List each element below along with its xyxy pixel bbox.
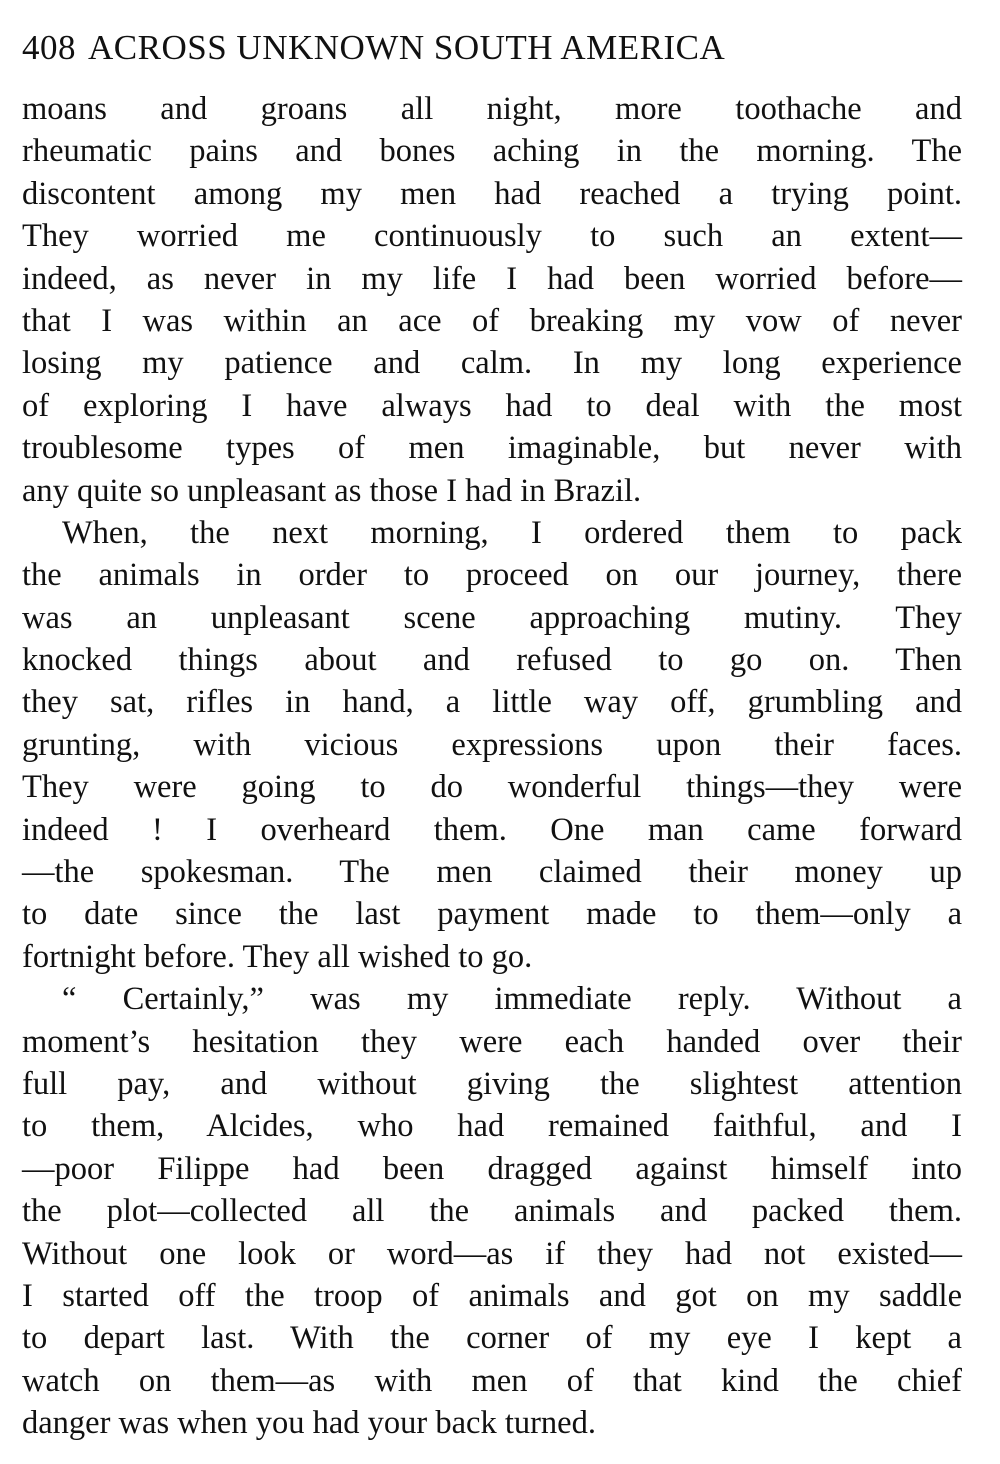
text-line: —poor Filippe had been dragged against himself into [22, 1150, 962, 1187]
text-line: full pay, and without giving the slightest attention [22, 1065, 962, 1102]
text-line: indeed, as never in my life I had been worried before— [22, 260, 962, 297]
text-line: I started off the troop of animals and got on my saddle [22, 1277, 962, 1314]
text-line: the plot—collected all the animals and packed them. [22, 1193, 962, 1230]
text-line: When, the next morning, I ordered them to pack [62, 514, 962, 551]
text-line: knocked things about and refused to go on. Then [22, 642, 962, 679]
text-line: troublesome types of men imaginable, but never with [22, 430, 962, 467]
running-title: ACROSS UNKNOWN SOUTH AMERICA [88, 28, 726, 67]
text-line: indeed ! I overheard them. One man came forward [22, 811, 962, 848]
text-line: was an unpleasant scene approaching mutiny. They [22, 599, 962, 636]
text-line: to date since the last payment made to them—only a [22, 896, 962, 933]
text-line: danger was when you had your back turned. [22, 1405, 596, 1442]
text-line: to depart last. With the corner of my eye I kept a [22, 1320, 962, 1357]
text-line: discontent among my men had reached a trying point. [22, 175, 962, 212]
text-line: They were going to do wonderful things—they were [22, 769, 962, 806]
text-line: moment’s hesitation they were each handed over their [22, 1023, 962, 1060]
text-line: that I was within an ace of breaking my vow of never [22, 302, 962, 339]
text-line: moans and groans all night, more toothache and [22, 91, 962, 127]
text-line: they sat, rifles in hand, a little way off, grumbling and [22, 684, 962, 721]
text-line: Without one look or word—as if they had not existed— [22, 1235, 962, 1272]
text-line: rheumatic pains and bones aching in the morning. The [22, 133, 962, 170]
page-number: 408 [22, 28, 76, 67]
text-line: —the spokesman. The men claimed their money up [22, 854, 962, 891]
text-line: grunting, with vicious expressions upon their faces. [22, 726, 962, 763]
paragraph [22, 512, 962, 978]
text-line: “ Certainly,” was my immediate reply. Without a [62, 981, 962, 1018]
text-line: of exploring I have always had to deal with the most [22, 387, 962, 424]
paragraph [22, 88, 962, 512]
text-line: any quite so unpleasant as those I had in Brazil. [22, 472, 642, 509]
paragraph [22, 978, 962, 1444]
book-page [22, 22, 962, 1445]
text-line: watch on them—as with men of that kind the chief [22, 1362, 962, 1399]
body-text [22, 88, 962, 1445]
text-line: losing my patience and calm. In my long experience [22, 345, 962, 382]
text-line: They worried me continuously to such an extent— [22, 218, 962, 255]
text-line: to them, Alcides, who had remained faithful, and I [22, 1108, 962, 1145]
running-head [22, 22, 962, 74]
text-line: the animals in order to proceed on our journey, there [22, 557, 962, 594]
text-line: fortnight before. They all wished to go. [22, 938, 533, 975]
